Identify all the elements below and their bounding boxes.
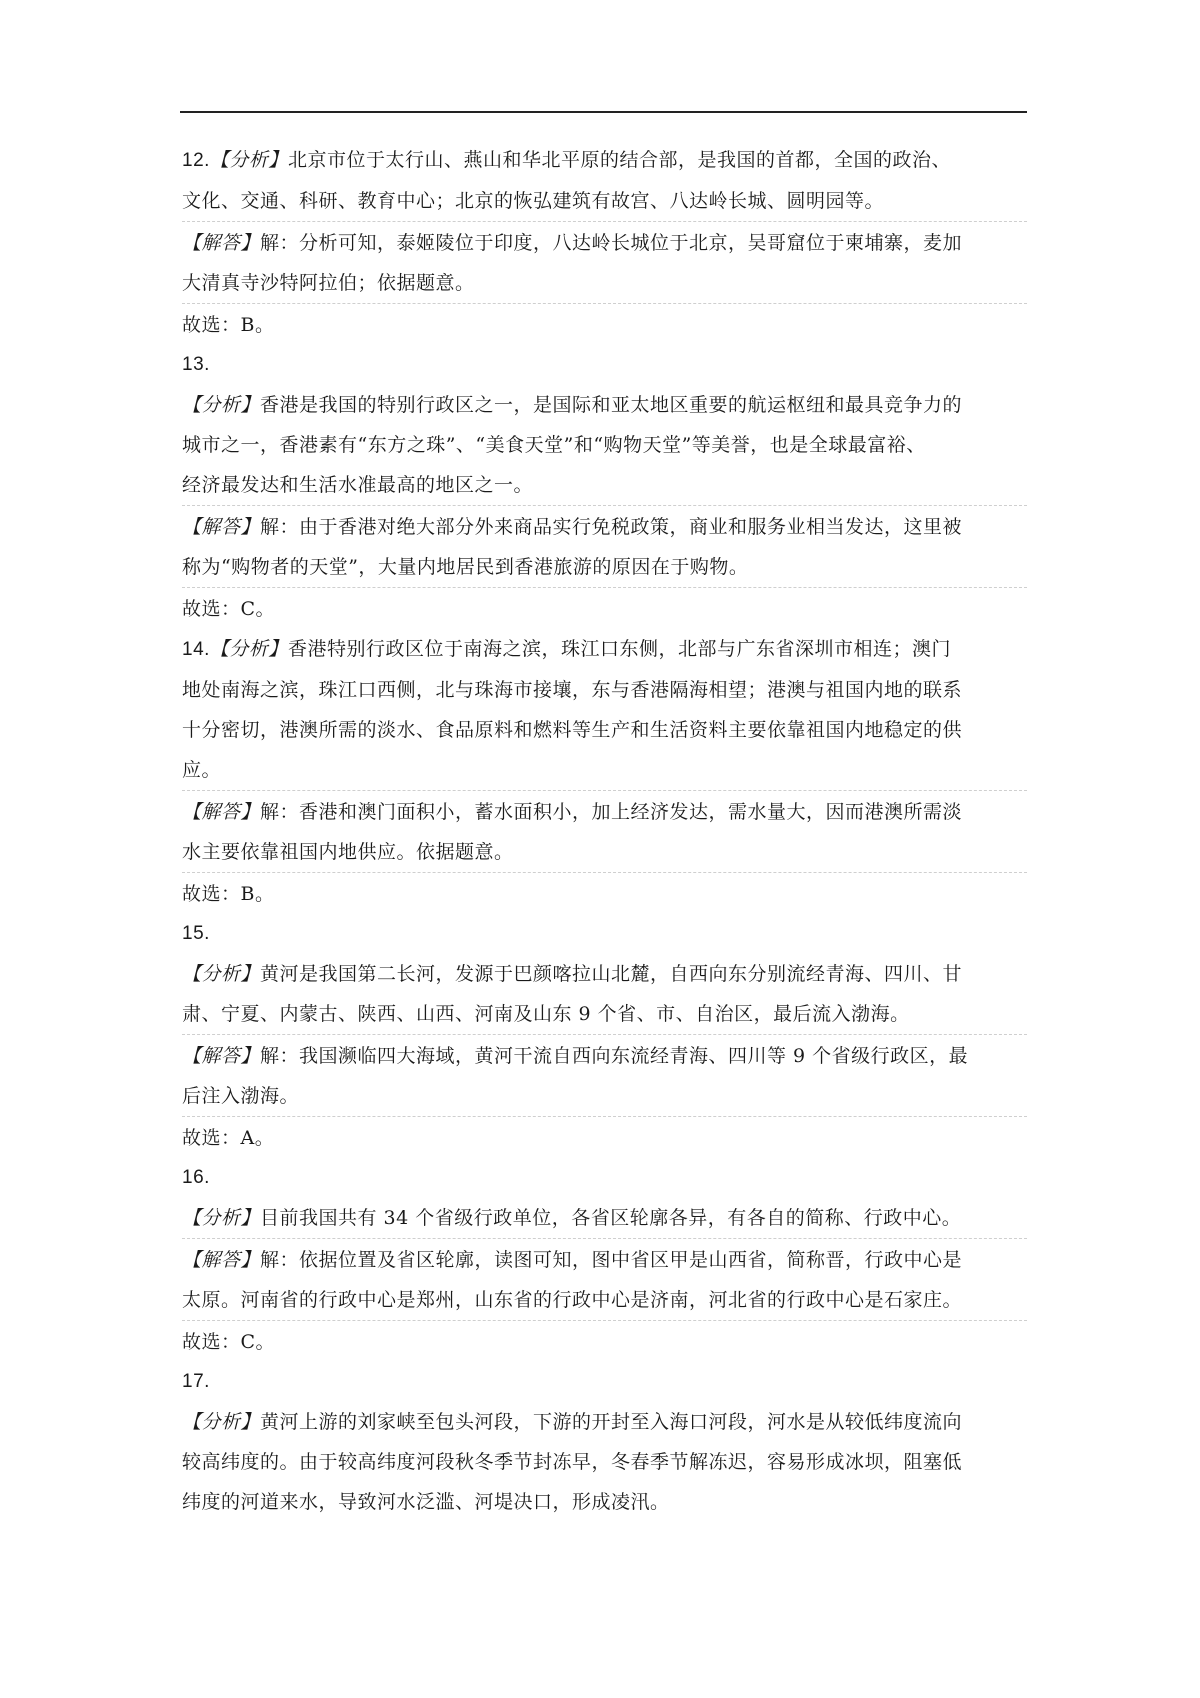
choice-line: 故选：B。 bbox=[182, 883, 275, 905]
analysis-line bbox=[182, 1198, 1027, 1238]
answer-tag: 【解答】 bbox=[182, 1249, 261, 1271]
answer-key-content bbox=[182, 140, 1027, 1523]
answer-tag: 【解答】 bbox=[182, 232, 261, 254]
analysis-line bbox=[182, 954, 1027, 994]
answer-text: 太原。河南省的行政中心是郑州，山东省的行政中心是济南，河北省的行政中心是石家庄。 bbox=[182, 1289, 963, 1311]
header-rule bbox=[180, 111, 1027, 113]
answer-tag: 【解答】 bbox=[182, 1045, 261, 1067]
answer-line bbox=[182, 507, 1027, 547]
question-14 bbox=[182, 629, 1027, 914]
answer-text: 解：由于香港对绝大部分外来商品实行免税政策，商业和服务业相当发达，这里被 bbox=[260, 516, 963, 538]
answer-text: 称为“购物者的天堂”，大量内地居民到香港旅游的原因在于购物。 bbox=[182, 556, 749, 578]
question-number: 15. bbox=[182, 923, 210, 944]
analysis-text: 纬度的河道来水，导致河水泛滥、河堤决口，形成凌汛。 bbox=[182, 1491, 670, 1513]
choice-line: 故选：C。 bbox=[182, 598, 276, 620]
answer-text: 解：分析可知，泰姬陵位于印度，八达岭长城位于北京，吴哥窟位于柬埔寨，麦加 bbox=[260, 232, 963, 254]
question-12 bbox=[182, 140, 1027, 345]
analysis-tag: 【分析】 bbox=[209, 149, 288, 171]
choice-line: 故选：C。 bbox=[182, 1331, 276, 1353]
choice-line: 故选：B。 bbox=[182, 314, 275, 336]
choice-line: 故选：A。 bbox=[182, 1127, 275, 1149]
question-number: 14. bbox=[182, 639, 210, 660]
analysis-text: 较高纬度的。由于较高纬度河段秋冬季节封冻早，冬春季节解冻迟，容易形成冰坝，阻塞低 bbox=[182, 1451, 963, 1473]
analysis-line bbox=[182, 1402, 1027, 1442]
answer-tag: 【解答】 bbox=[182, 516, 261, 538]
analysis-text: 城市之一，香港素有“东方之珠”、“美食天堂”和“购物天堂”等美誉，也是全球最富裕、 bbox=[182, 434, 926, 456]
analysis-text: 十分密切，港澳所需的淡水、食品原料和燃料等生产和生活资料主要依靠祖国内地稳定的供 bbox=[182, 719, 963, 741]
analysis-text: 黄河上游的刘家峡至包头河段，下游的开封至入海口河段，河水是从较低纬度流向 bbox=[260, 1411, 963, 1433]
analysis-line bbox=[182, 385, 1027, 425]
analysis-text: 地处南海之滨，珠江口西侧，北与珠海市接壤，东与香港隔海相望；港澳与祖国内地的联系 bbox=[182, 679, 963, 701]
analysis-text: 肃、宁夏、内蒙古、陕西、山西、河南及山东 9 个省、市、自治区，最后流入渤海。 bbox=[182, 1003, 910, 1025]
analysis-text: 香港特别行政区位于南海之滨，珠江口东侧，北部与广东省深圳市相连；澳门 bbox=[287, 638, 951, 660]
question-number: 17. bbox=[182, 1371, 210, 1392]
analysis-text: 北京市位于太行山、燕山和华北平原的结合部，是我国的首都，全国的政治、 bbox=[287, 149, 951, 171]
analysis-tag: 【分析】 bbox=[182, 1207, 261, 1229]
analysis-text: 目前我国共有 34 个省级行政单位，各省区轮廓各异，有各自的简称、行政中心。 bbox=[260, 1207, 962, 1229]
answer-text: 水主要依靠祖国内地供应。依据题意。 bbox=[182, 841, 514, 863]
question-number: 12. bbox=[182, 150, 210, 171]
answer-text: 解：我国濒临四大海域，黄河干流自西向东流经青海、四川等 9 个省级行政区，最 bbox=[260, 1045, 969, 1067]
answer-text: 解：依据位置及省区轮廓，读图可知，图中省区甲是山西省，简称晋，行政中心是 bbox=[260, 1249, 963, 1271]
analysis-text: 应。 bbox=[182, 759, 222, 781]
analysis-tag: 【分析】 bbox=[182, 1411, 261, 1433]
analysis-text: 黄河是我国第二长河，发源于巴颜喀拉山北麓，自西向东分别流经青海、四川、甘 bbox=[260, 963, 963, 985]
answer-line bbox=[182, 1036, 1027, 1076]
analysis-line bbox=[182, 629, 1027, 670]
analysis-line bbox=[182, 140, 1027, 181]
question-number: 13. bbox=[182, 354, 210, 375]
question-15 bbox=[182, 914, 1027, 1158]
question-16 bbox=[182, 1158, 1027, 1362]
question-13 bbox=[182, 345, 1027, 629]
question-17 bbox=[182, 1362, 1027, 1522]
analysis-text: 经济最发达和生活水准最高的地区之一。 bbox=[182, 474, 534, 496]
analysis-text: 香港是我国的特别行政区之一，是国际和亚太地区重要的航运枢纽和最具竞争力的 bbox=[260, 394, 963, 416]
answer-line bbox=[182, 1240, 1027, 1280]
answer-tag: 【解答】 bbox=[182, 801, 261, 823]
answer-line bbox=[182, 223, 1027, 263]
analysis-tag: 【分析】 bbox=[182, 394, 261, 416]
answer-line bbox=[182, 792, 1027, 832]
analysis-text: 文化、交通、科研、教育中心；北京的恢弘建筑有故宫、八达岭长城、圆明园等。 bbox=[182, 190, 885, 212]
analysis-tag: 【分析】 bbox=[182, 963, 261, 985]
question-number: 16. bbox=[182, 1167, 210, 1188]
answer-text: 大清真寺沙特阿拉伯；依据题意。 bbox=[182, 272, 475, 294]
answer-text: 解：香港和澳门面积小，蓄水面积小，加上经济发达，需水量大，因而港澳所需淡 bbox=[260, 801, 963, 823]
answer-text: 后注入渤海。 bbox=[182, 1085, 300, 1107]
analysis-tag: 【分析】 bbox=[209, 638, 288, 660]
